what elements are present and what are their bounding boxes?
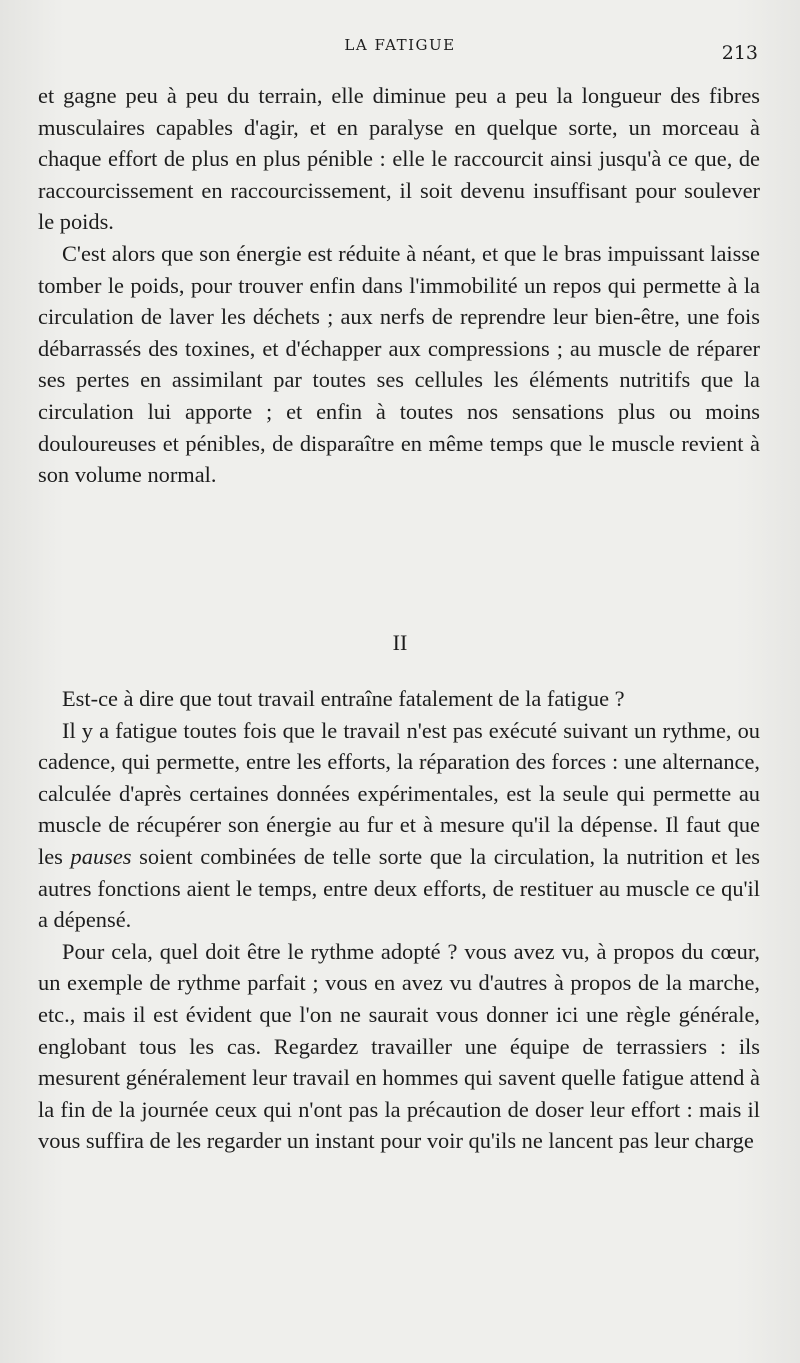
section-1-body [38,80,760,491]
paragraph [38,715,760,936]
paragraph: Est-ce à dire que tout travail entraîne fatalement de la fatigue ? [62,686,625,711]
text-run: Il y a fatigue toutes fois que le travail n'est pas exécuté suivant un rythme, ou cadence, qui permette, entre les efforts, la réparation des forces : une alternance, calculée d'après certaines données expérimentales, est la seule qui permette au muscle de récupérer son énergie au fur et à mesure qu'il la dépense. Il faut que les [38,717,760,869]
section-2-body [38,683,760,1157]
running-head [0,34,800,64]
paragraph: Pour cela, quel doit être le rythme adopté ? vous avez vu, à propos du cœur, un exemple de rythme parfait ; vous en avez vu d'autres à propos de la marche, etc., mais il est évident que l'on ne saurait vous donner ici une règle générale, englobant tous les cas. Regardez travailler une équipe de terrassiers : ils mesurent généralement leur travail en hommes qui savent quelle fatigue attend à la fin de la journée ceux qui n'ont pas la précaution de doser leur effort : mais il vous suffira de les regarder un instant pour voir qu'ils ne lancent pas leur charge [38,938,760,1154]
text-run: soient combinées de telle sorte que la circulation, la nutrition et les autres fonctions aient le temps, entre deux efforts, de restituer au muscle ce qu'il a dépensé. [38,843,760,933]
section-heading: II [392,630,408,655]
paragraph: C'est alors que son énergie est réduite à néant, et que le bras impuissant laisse tomber le poids, pour trouver enfin dans l'immobilité un repos qui permette à la circulation de laver les déchets ; aux nerfs de reprendre leur bien-être, une fois débarrassés des toxines, et d'échapper aux compressions ; au muscle de réparer ses pertes en assimilant par toutes ses cellules les éléments nutritifs que la circulation lui apporte ; et enfin à toutes nos sensations plus ou moins douloureuses et pénibles, de disparaître en même temps que le muscle revient à son volume normal. [38,240,760,488]
paragraph-continuation: et gagne peu à peu du terrain, elle diminue peu a peu la longueur des fibres musculaires capables d'agir, et en paralyse en quelque sorte, un morceau à chaque effort de plus en plus pénible : elle le raccourcit ainsi jusqu'à ce que, de raccourcissement en raccourcissement, il soit devenu insuffisant pour soulever le poids. [38,83,760,235]
running-title: LA FATIGUE [344,36,456,54]
page-number: 213 [721,42,758,64]
italic-term: pauses [70,843,132,869]
